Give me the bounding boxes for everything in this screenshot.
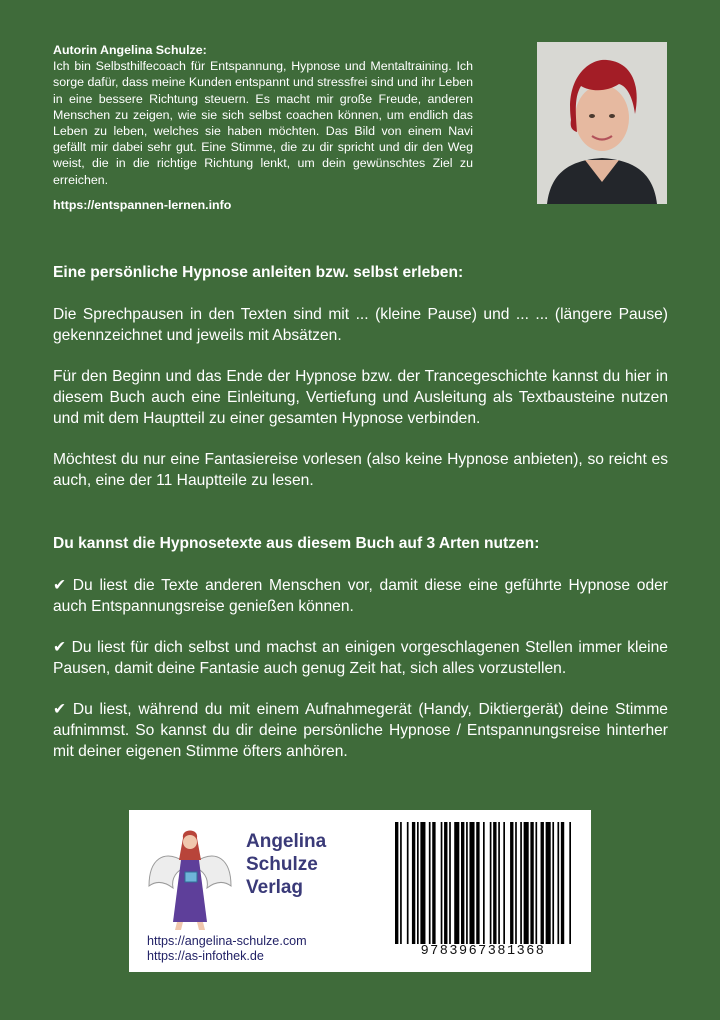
barcode-bar (520, 822, 522, 944)
section1-heading: Eine persönliche Hypnose anleiten bzw. selbst erleben: (53, 264, 464, 281)
barcode-bar (444, 822, 447, 944)
barcode-bar (535, 822, 537, 944)
barcode-bar (498, 822, 500, 944)
usage-item (53, 575, 668, 617)
barcode-bar (476, 822, 479, 944)
barcode-bar (546, 822, 551, 944)
barcode-bar (395, 822, 398, 944)
barcode-bar (449, 822, 451, 944)
publisher-links (147, 934, 307, 964)
isbn-number: 9783967381368 (420, 944, 546, 959)
barcode-bar (420, 822, 425, 944)
barcode-bar (569, 822, 571, 944)
barcode-bar (441, 822, 443, 944)
usage-item-text: Du liest die Texte anderen Menschen vor, damit diese eine geführte Hypnose oder auch Entspannungsreise genießen können. (53, 577, 668, 615)
author-url[interactable]: https://entspannen-lernen.info (53, 197, 232, 212)
publisher-link[interactable]: https://as-infothek.de (147, 949, 264, 963)
publisher-name-line: Angelina (246, 831, 327, 852)
section1-paragraph: Für den Beginn und das Ende der Hypnose bzw. der Trancegeschichte kannst du hier in diesem Buch auch eine Einleitung, Vertiefung und Ausleitung als Textbausteine nutzen und mit dem Hauptteil zu einer gesamten Hypnose verbinden. (53, 368, 668, 427)
checkmark-icon: ✔ (53, 638, 67, 656)
publisher-box (129, 810, 591, 972)
author-bio-block (53, 42, 473, 213)
usage-item (53, 699, 668, 762)
barcode-bar (515, 822, 517, 944)
barcode-bar (417, 822, 419, 944)
barcode-bar (412, 822, 415, 944)
author-bio: Ich bin Selbsthilfecoach für Entspannung, Hypnose und Mentaltraining. Ich sorge dafür, dass meine Kunden entspannt und stressfrei sind und ihr Leben in eine bessere Richtung steuern. Es macht mir große Freude, anderen Menschen zu zeigen, wie sie sich selbst coachen können, um endlich das Leben zu leben, welches sie haben möchten. Das Bild von einem Navi gefällt mir dabei sehr gut. Eine Stimme, die zu dir spricht und dir den Weg weist, die in die richtige Richtung lenkt, um dein gewünschtes Ziel zu erreichen. (53, 59, 473, 187)
section1-paragraph: Möchtest du nur eine Fantasiereise vorlesen (also keine Hypnose anbieten), so reicht es auch, eine der 11 Hauptteile zu lesen. (53, 451, 668, 489)
portrait-illustration (537, 42, 667, 204)
barcode-bar (561, 822, 564, 944)
usage-item-text: Du liest, während du mit einem Aufnahmegerät (Handy, Diktiergerät) deine Stimme aufnimmst. So kannst du dir deine persönliche Hypnose / Entspannungsreise hinterher mit deiner eigenen Stimme öfters anhören. (53, 701, 668, 760)
barcode-bar (432, 822, 435, 944)
angel-logo-icon (147, 826, 233, 934)
barcode-bar (557, 822, 559, 944)
section2-heading: Du kannst die Hypnosetexte aus diesem Buch auf 3 Arten nutzen: (53, 535, 540, 552)
author-name: Autorin Angelina Schulze: (53, 43, 207, 57)
barcode-bar (400, 822, 402, 944)
usage-item (53, 637, 668, 679)
barcode-bar (510, 822, 513, 944)
barcode-bar (541, 822, 544, 944)
barcode-bar (429, 822, 431, 944)
barcode-bar (490, 822, 492, 944)
publisher-name-line: Schulze (246, 854, 318, 875)
checkmark-icon: ✔ (53, 700, 67, 718)
main-content (53, 262, 668, 782)
barcode-bar (530, 822, 533, 944)
barcode-bar (552, 822, 554, 944)
publisher-name (246, 830, 396, 899)
barcode-bar (503, 822, 505, 944)
barcode-bar (407, 822, 409, 944)
barcode-bar (461, 822, 464, 944)
barcode (393, 822, 573, 946)
section1-paragraph: Die Sprechpausen in den Texten sind mit ... (kleine Pause) und ... ... (längere Pause) gekennzeichnet und jeweils mit Absätzen. (53, 306, 668, 344)
barcode-bar (524, 822, 529, 944)
barcode-bar (469, 822, 474, 944)
author-photo (537, 42, 667, 204)
barcode-bar (493, 822, 496, 944)
barcode-bar (466, 822, 468, 944)
usage-item-text: Du liest für dich selbst und machst an einigen vorgeschlagenen Stellen immer kleine Pausen, damit deine Fantasie auch genug Zeit hat, sich alles vorzustellen. (53, 639, 668, 677)
barcode-bar (454, 822, 459, 944)
publisher-name-line: Verlag (246, 877, 304, 898)
barcode-bar (483, 822, 485, 944)
checkmark-icon: ✔ (53, 576, 67, 594)
publisher-link[interactable]: https://angelina-schulze.com (147, 934, 307, 948)
